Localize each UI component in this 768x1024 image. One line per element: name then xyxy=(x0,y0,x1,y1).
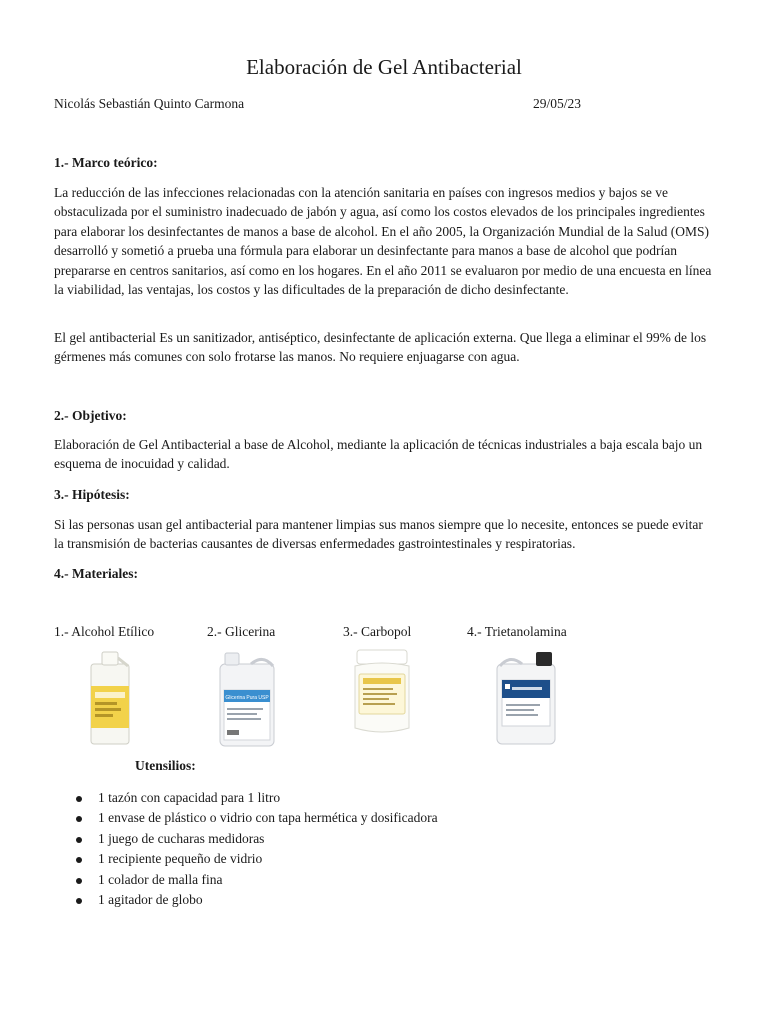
bullet-icon xyxy=(76,898,82,904)
paragraph-objetivo: Elaboración de Gel Antibacterial a base de Alcohol, mediante la aplicación de técnicas industriales a baja escala bajo un esquema de inocuidad y calidad. xyxy=(54,437,703,472)
list-item: 1 juego de cucharas medidoras xyxy=(54,829,438,849)
list-item: 1 envase de plástico o vidrio con tapa hermética y dosificadora xyxy=(54,808,438,828)
bullet-icon xyxy=(76,878,82,884)
author-name: Nicolás Sebastián Quinto Carmona xyxy=(54,96,245,111)
list-item: 1 agitador de globo xyxy=(54,890,438,910)
document-date: 29/05/23 xyxy=(533,96,582,111)
bullet-icon xyxy=(76,796,82,802)
material-label-trietanolamina: 4.- Trietanolamina xyxy=(467,624,567,639)
carbopol-jar-image xyxy=(353,648,411,736)
document-title: Elaboración de Gel Antibacterial xyxy=(246,55,522,79)
heading-materiales: 4.- Materiales: xyxy=(54,566,138,581)
material-label-carbopol: 3.- Carbopol xyxy=(343,624,412,639)
alcohol-bottle-image xyxy=(88,650,132,746)
material-label-glicerina: 2.- Glicerina xyxy=(207,624,276,639)
paragraph-marco-1: La reducción de las infecciones relacionadas con la atención sanitaria en países con ingresos medios y bajos se ve obstaculizada por el suministro inadecuado de jabón y agua, así como los costos elevados de los principales ingredientes para elaborar los desinfectantes de manos a base de alcohol. En el año 2005, la Organización Mundial de la Salud (OMS) desarrolló y sometió a prueba una fórmula para elaborar un desinfectante para manos a base de alcohol que podrían prepararse en centros sanitarios, así como en los hogares. En el año 2011 se evaluaron por medio de una encuesta en línea la viabilidad, las ventajas, los costos y las dificultades de la preparación de dicho desinfectante. xyxy=(54,185,712,298)
heading-hipotesis: 3.- Hipótesis: xyxy=(54,487,130,502)
paragraph-marco-2: El gel antibacterial Es un sanitizador, antiséptico, desinfectante de aplicación externa. Que llega a eliminar el 99% de los gérmenes más comunes con solo frotarse las manos. No requiere enjuagarse con agua. xyxy=(54,330,707,365)
list-item: 1 recipiente pequeño de vidrio xyxy=(54,849,438,869)
bullet-icon xyxy=(76,816,82,822)
heading-objetivo: 2.- Objetivo: xyxy=(54,408,127,423)
paragraph-hipotesis: Si las personas usan gel antibacterial para mantener limpias sus manos siempre que lo necesite, entonces se puede evitar la transmisión de bacterias causantes de diversas enfermedades gastrointestinales y respiratorias. xyxy=(54,517,703,552)
utensilios-list xyxy=(54,788,438,910)
glicerina-product-label: Glicerina Pura USP xyxy=(225,695,269,701)
heading-utensilios: Utensilios: xyxy=(135,758,196,773)
heading-marco-teorico: 1.- Marco teórico: xyxy=(54,155,158,170)
bullet-icon xyxy=(76,837,82,843)
list-item: 1 colador de malla fina xyxy=(54,870,438,890)
bullet-icon xyxy=(76,857,82,863)
glicerina-jug-image xyxy=(217,650,277,748)
material-label-alcohol: 1.- Alcohol Etílico xyxy=(54,624,155,639)
trietanolamina-jug-image xyxy=(494,650,558,746)
list-item: 1 tazón con capacidad para 1 litro xyxy=(54,788,438,808)
